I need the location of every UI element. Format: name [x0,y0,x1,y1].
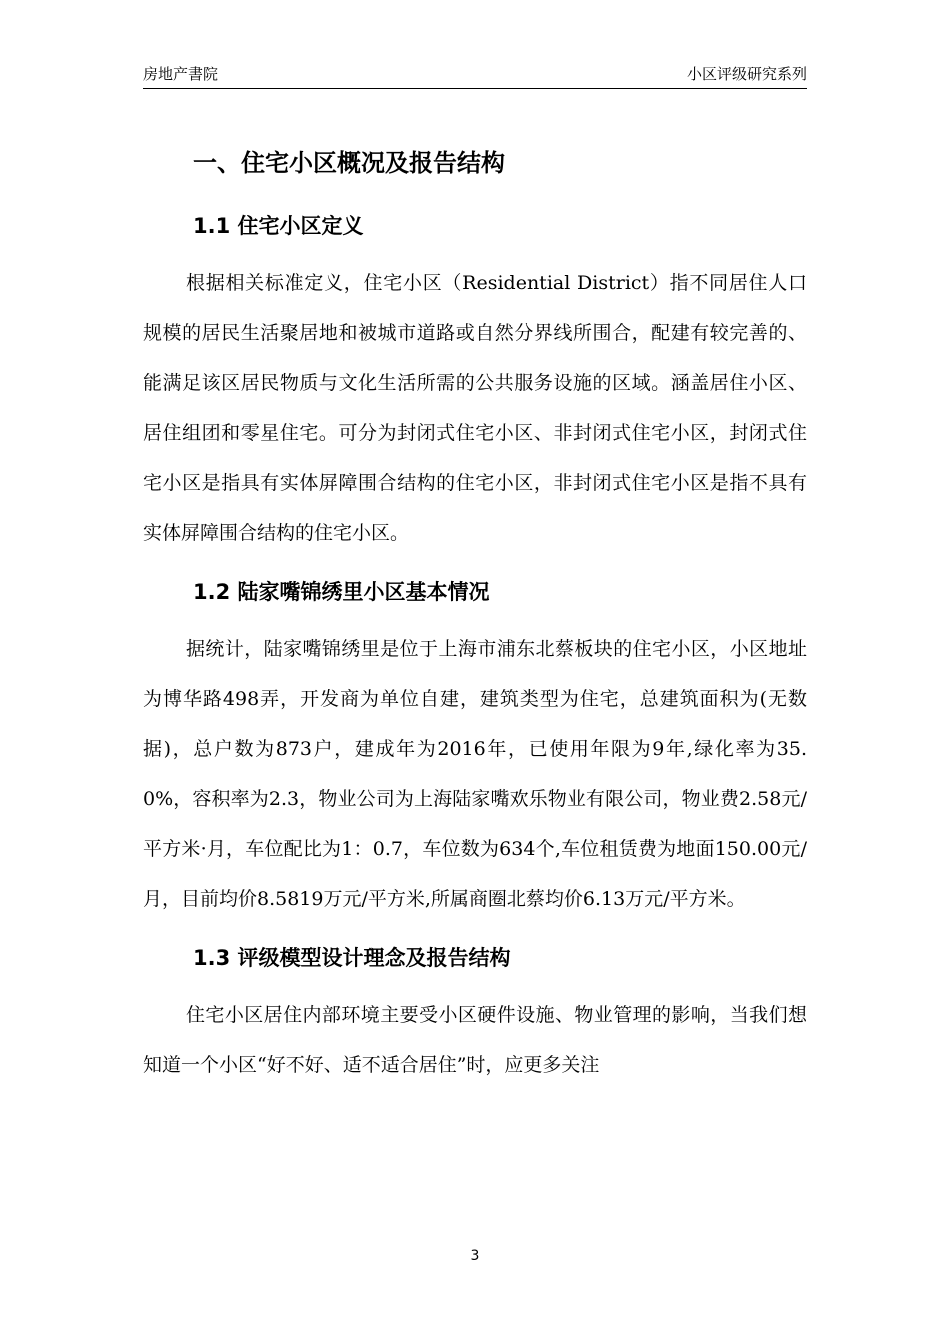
header-publisher: 房地产書院 [143,65,219,83]
header-series-title: 小区评级研究系列 [686,65,807,83]
paragraph-definition: 根据相关标准定义，住宅小区（Residential District）指不同居住人口规模的居民生活聚居地和被城市道路或自然分界线所围合，配建有较完善的、能满足该区居民物质与文化生活所需的公共服务设施的区域。涵盖居住小区、居住组团和零星住宅。可分为封闭式住宅小区、非封闭式住宅小区，封闭式住宅小区是指具有实体屏障围合结构的住宅小区，非封闭式住宅小区是指不具有实体屏障围合结构的住宅小区。 [143,272,807,544]
heading-1-1: 1.1 住宅小区定义 [193,214,364,238]
page-number: 3 [470,1248,480,1264]
heading-1-3: 1.3 评级模型设计理念及报告结构 [193,946,511,970]
section-title: 一、住宅小区概况及报告结构 [193,149,505,177]
heading-1-2: 1.2 陆家嘴锦绣里小区基本情况 [193,580,490,604]
paragraph-model-design: 住宅小区居住内部环境主要受小区硬件设施、物业管理的影响，当我们想知道一个小区“好不好、适不适合居住”时，应更多关注 [143,1004,807,1076]
page-header [143,66,807,89]
document-body [143,138,807,1090]
paragraph-basic-info: 据统计，陆家嘴锦绣里是位于上海市浦东北蔡板块的住宅小区，小区地址为博华路498弄，开发商为单位自建，建筑类型为住宅，总建筑面积为(无数据)，总户数为873户，建成年为2016年，已使用年限为9年,绿化率为35.0%，容积率为2.3，物业公司为上海陆家嘴欢乐物业有限公司，物业费2.58元/平方米·月，车位配比为1：0.7，车位数为634个,车位租赁费为地面150.00元/月，目前均价8.5819万元/平方米,所属商圈北蔡均价6.13万元/平方米。 [143,638,807,910]
